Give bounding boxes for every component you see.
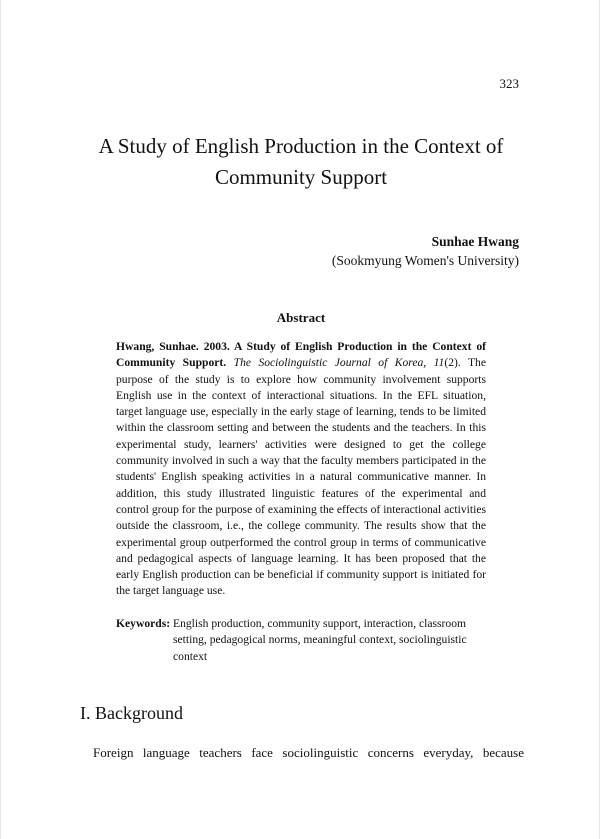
keywords xyxy=(116,616,488,665)
abstract-journal: The Sociolinguistic Journal of Korea, 11 xyxy=(233,356,445,370)
page-number: 323 xyxy=(499,76,519,91)
title-line-1: A Study of English Production in the Context of xyxy=(98,134,504,158)
author-block xyxy=(332,232,519,270)
author-affiliation: (Sookmyung Women's University) xyxy=(331,253,519,268)
abstract-body xyxy=(116,339,486,600)
abstract-text: (2). The purpose of the study is to explore how community involvement supports English use in the context of interactional situations. In the EFL situation, target language use, especially in the early stage of learning, tends to be limited within the classroom setting and between the students and the teachers. In this experimental study, learners' activities were designed to get the college community involved in such a way that the faculty members participated in the students' English speaking activities in a natural communicative manner. In addition, this study illustrated linguistic features of the experimental and control group for the purpose of examining the effects of interactional activities outside the classroom, i.e., the college community. The results show that the experimental group outperformed the control group in terms of communicative and pedagogical aspects of language learning. It has been proposed that the early English production can be beneficial if community support is initiated for the target language use. xyxy=(116,356,486,598)
body-text: Foreign language teachers face sociolinguistic concerns everyday, because xyxy=(93,745,524,760)
author-name: Sunhae Hwang xyxy=(431,234,519,249)
keywords-label: Keywords: xyxy=(116,617,171,630)
section-heading: I. Background xyxy=(80,703,183,723)
paper-title xyxy=(61,131,541,193)
abstract-citation: Hwang, Sunhae. 2003. A Study of English Production in the Context of Community Support. xyxy=(116,340,486,370)
title-line-2: Community Support xyxy=(214,165,388,189)
abstract-heading: Abstract xyxy=(276,310,326,325)
keywords-text: English production, community support, interaction, classroom setting, pedagogical norms, meaningful context, sociolinguistic context xyxy=(173,617,467,663)
